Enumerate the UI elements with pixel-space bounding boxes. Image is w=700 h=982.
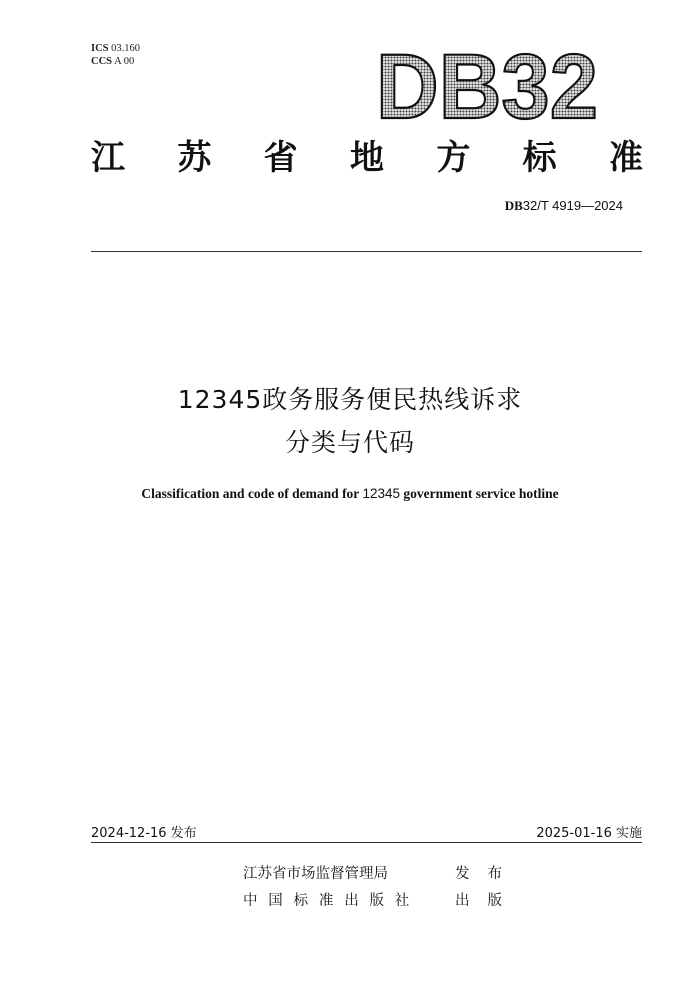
- db32-logo-text: DB32: [376, 44, 598, 126]
- title-char: 方: [436, 138, 471, 178]
- issue-date: 2024-12-16 发布: [91, 826, 197, 841]
- publisher-role: 出版: [455, 893, 520, 909]
- document-title-line-2: 分类与代码: [284, 428, 415, 457]
- ccs-value: A 00: [114, 56, 135, 67]
- bottom-divider: [91, 842, 642, 843]
- province-standard-title: [91, 130, 643, 186]
- title-char: 地: [349, 138, 384, 178]
- title-char: 准: [608, 138, 643, 178]
- document-title-line-1: 12345政务服务便民热线诉求: [177, 385, 523, 414]
- title-char: 江: [91, 138, 125, 178]
- ics-code: [91, 42, 140, 55]
- english-title-prefix: Classification and code of demand for: [141, 486, 360, 501]
- publisher-org: 中国标准出版社: [243, 893, 421, 909]
- title-char: 标: [522, 138, 557, 178]
- standard-number-prefix: DB: [504, 198, 523, 213]
- english-title-suffix: government service hotline: [403, 486, 559, 501]
- ics-value: 03.160: [111, 43, 141, 54]
- implementation-date: 2025-01-16 实施: [536, 826, 642, 841]
- title-char: 苏: [177, 138, 212, 178]
- ics-label: ICS: [91, 43, 109, 54]
- publisher-org: 江苏省市场监督管理局: [243, 866, 388, 882]
- title-char: 省: [263, 138, 298, 178]
- english-title: [0, 486, 700, 502]
- db32-logo: [372, 44, 602, 126]
- classification-codes: [91, 42, 140, 68]
- standard-number-rest: 32/T 4919—2024: [522, 198, 623, 213]
- publisher-role: 发布: [455, 866, 520, 882]
- publisher-row: [243, 889, 520, 910]
- publisher-row: [243, 862, 520, 883]
- standard-number: [505, 198, 623, 214]
- english-title-number: 12345: [362, 486, 400, 501]
- ccs-label: CCS: [91, 56, 113, 67]
- top-divider: [91, 251, 642, 252]
- ccs-code: [91, 55, 140, 68]
